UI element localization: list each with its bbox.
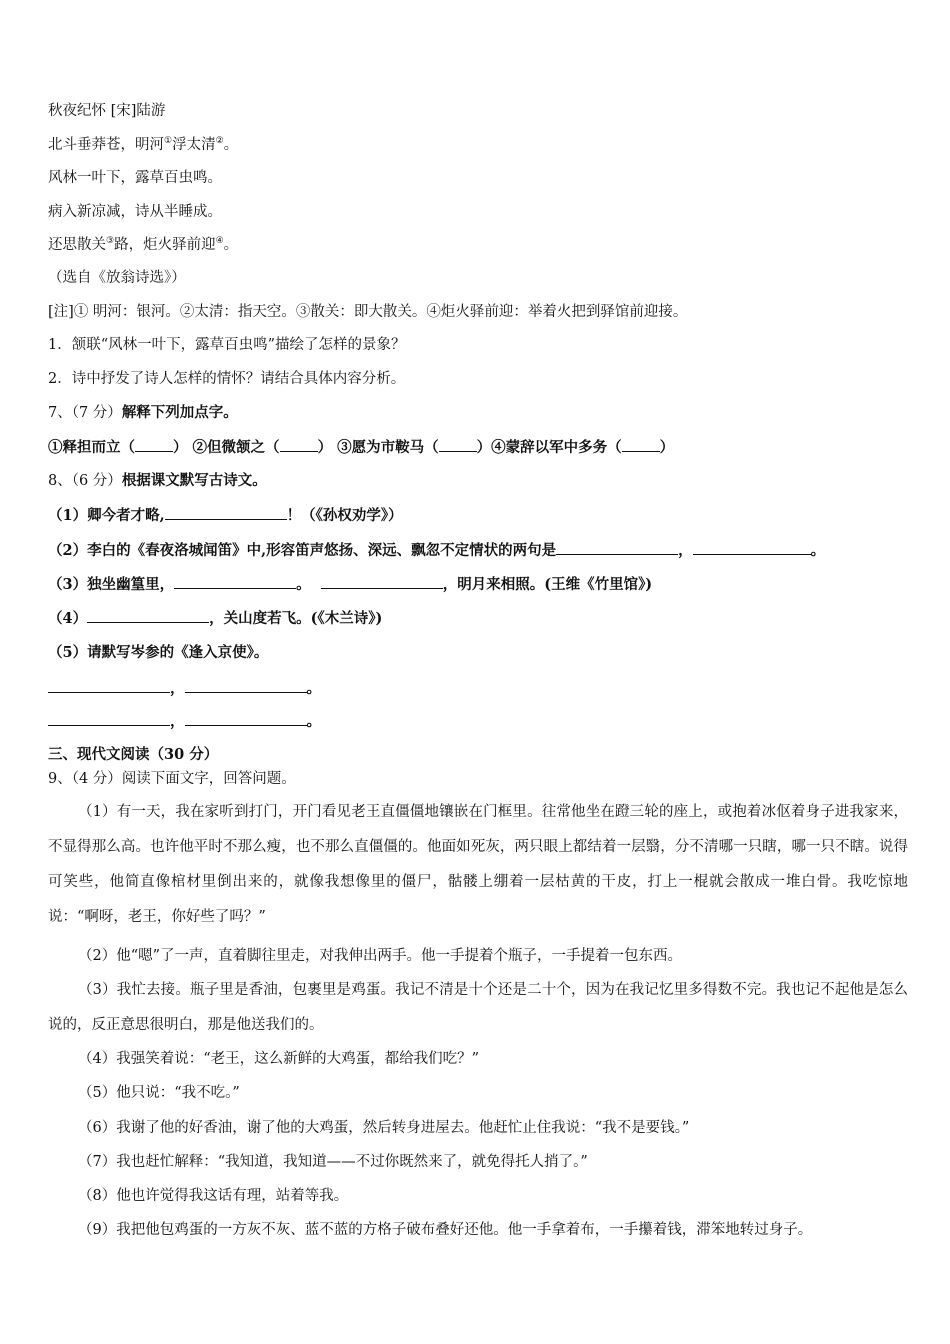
poem-line-3: 病入新凉减，诗从半睡成。	[48, 204, 222, 220]
answer-blank[interactable]	[135, 437, 173, 452]
poem-line-1: 北斗垂莽苍，明河①浮太清②。	[48, 136, 239, 153]
reading-paragraph-5: （5）他只说：“我不吃。”	[78, 1085, 240, 1101]
answer-blank[interactable]	[48, 711, 170, 726]
poem-title: 秋夜纪怀 [宋]陆游	[48, 103, 166, 119]
question-8-heading: 8、（6 分）根据课文默写古诗文。	[48, 472, 267, 489]
poem-line-2: 风林一叶下，露草百虫鸣。	[48, 170, 222, 186]
question-7-items: ①释担而立（ ） ②但微颔之（ ） ③愿为市鞍马（ ）④蒙辞以军中多务（ ）	[48, 439, 675, 456]
question-8-item-5: （5）请默写岑参的《逢入京使》。	[48, 644, 269, 661]
poem-note: [注]① 明河：银河。②太清：指天空。③散关：即大散关。④炬火驿前迎：举着火把到驿馆前迎接。	[48, 304, 688, 320]
answer-blank[interactable]	[321, 574, 443, 589]
question-8-item-3: （3）独坐幽篁里， 。 ，明月来相照。(王维《竹里馆》)	[48, 576, 653, 593]
reading-paragraph-4: （4）我强笑着说：“老王，这么新鲜的大鸡蛋，都给我们吃？”	[78, 1051, 480, 1067]
answer-blank[interactable]	[185, 711, 307, 726]
answer-blank[interactable]	[622, 437, 660, 452]
section-3-title: 三、现代文阅读（30 分）	[48, 746, 219, 763]
reading-paragraph-8: （8）他也许觉得我这话有理，站着等我。	[78, 1188, 349, 1204]
reading-paragraph-7: （7）我也赶忙解释：“我知道，我知道——不过你既然来了，就免得托人捎了。”	[78, 1154, 588, 1170]
answer-blank[interactable]	[48, 678, 170, 693]
answer-blank[interactable]	[87, 608, 209, 623]
question-8-item-2: （2）李白的《春夜洛城闻笛》中,形容笛声悠扬、深远、飘忽不定情状的两句是 ， 。	[48, 542, 826, 559]
question-8-item-1: （1）卿今者才略, ！（《孙权劝学》）	[48, 507, 403, 524]
question-8-answer-line-2: ， 。	[48, 711, 321, 732]
answer-blank[interactable]	[174, 574, 296, 589]
answer-blank[interactable]	[439, 437, 477, 452]
answer-blank[interactable]	[280, 437, 318, 452]
poem-question-1: 1．颔联“风林一叶下，露草百虫鸣”描绘了怎样的景象？	[48, 337, 406, 353]
question-9-heading: 9、（4 分）阅读下面文字，回答问题。	[48, 771, 296, 787]
reading-paragraph-2: （2）他“嗯”了一声，直着脚往里走，对我伸出两手。他一手提着个瓶子，一手提着一包东西。	[78, 948, 683, 964]
reading-paragraph-9: （9）我把他包鸡蛋的一方灰不灰、蓝不蓝的方格子破布叠好还他。他一手拿着布，一手攥着钱，滞笨地转过身子。	[78, 1222, 813, 1238]
answer-blank[interactable]	[556, 540, 678, 555]
question-8-answer-line-1: ， 。	[48, 678, 321, 699]
answer-blank[interactable]	[165, 505, 287, 520]
answer-blank[interactable]	[693, 540, 811, 555]
reading-paragraph-1: （1）有一天，我在家听到打门，开门看见老王直僵僵地镶嵌在门框里。往常他坐在蹬三轮的座上，或抱着冰伛着身子进我家来，不显得那么高。也许他平时不那么瘦，也不那么直僵僵的。他面如死灰，两只眼上都结着一层翳，分不清哪一只瞎，哪一只不瞎。说得可笑些，他简直像棺材里倒出来的，就像我想像里的僵尸，骷髅上绷着一层枯黄的干皮，打上一棍就会散成一堆白骨。我吃惊地说：“啊呀，老王，你好些了吗？”	[48, 804, 908, 925]
question-7-heading: 7、（7 分）解释下列加点字。	[48, 404, 238, 421]
reading-paragraph-3: （3）我忙去接。瓶子里是香油，包裹里是鸡蛋。我记不清是十个还是二十个，因为在我记忆里多得数不完。我也记不起他是怎么说的，反正意思很明白，那是他送我们的。	[48, 982, 908, 1033]
question-8-item-4: （4） ，关山度若飞。(《木兰诗》)	[48, 610, 383, 627]
poem-question-2: 2．诗中抒发了诗人怎样的情怀？请结合具体内容分析。	[48, 371, 406, 387]
poem-source: （选自《放翁诗选》）	[48, 270, 186, 286]
poem-line-4: 还思散关③路，炬火驿前迎④。	[48, 236, 239, 253]
reading-paragraph-6: （6）我谢了他的好香油，谢了他的大鸡蛋，然后转身进屋去。他赶忙止住我说：“我不是要钱。”	[78, 1120, 690, 1136]
answer-blank[interactable]	[185, 678, 307, 693]
